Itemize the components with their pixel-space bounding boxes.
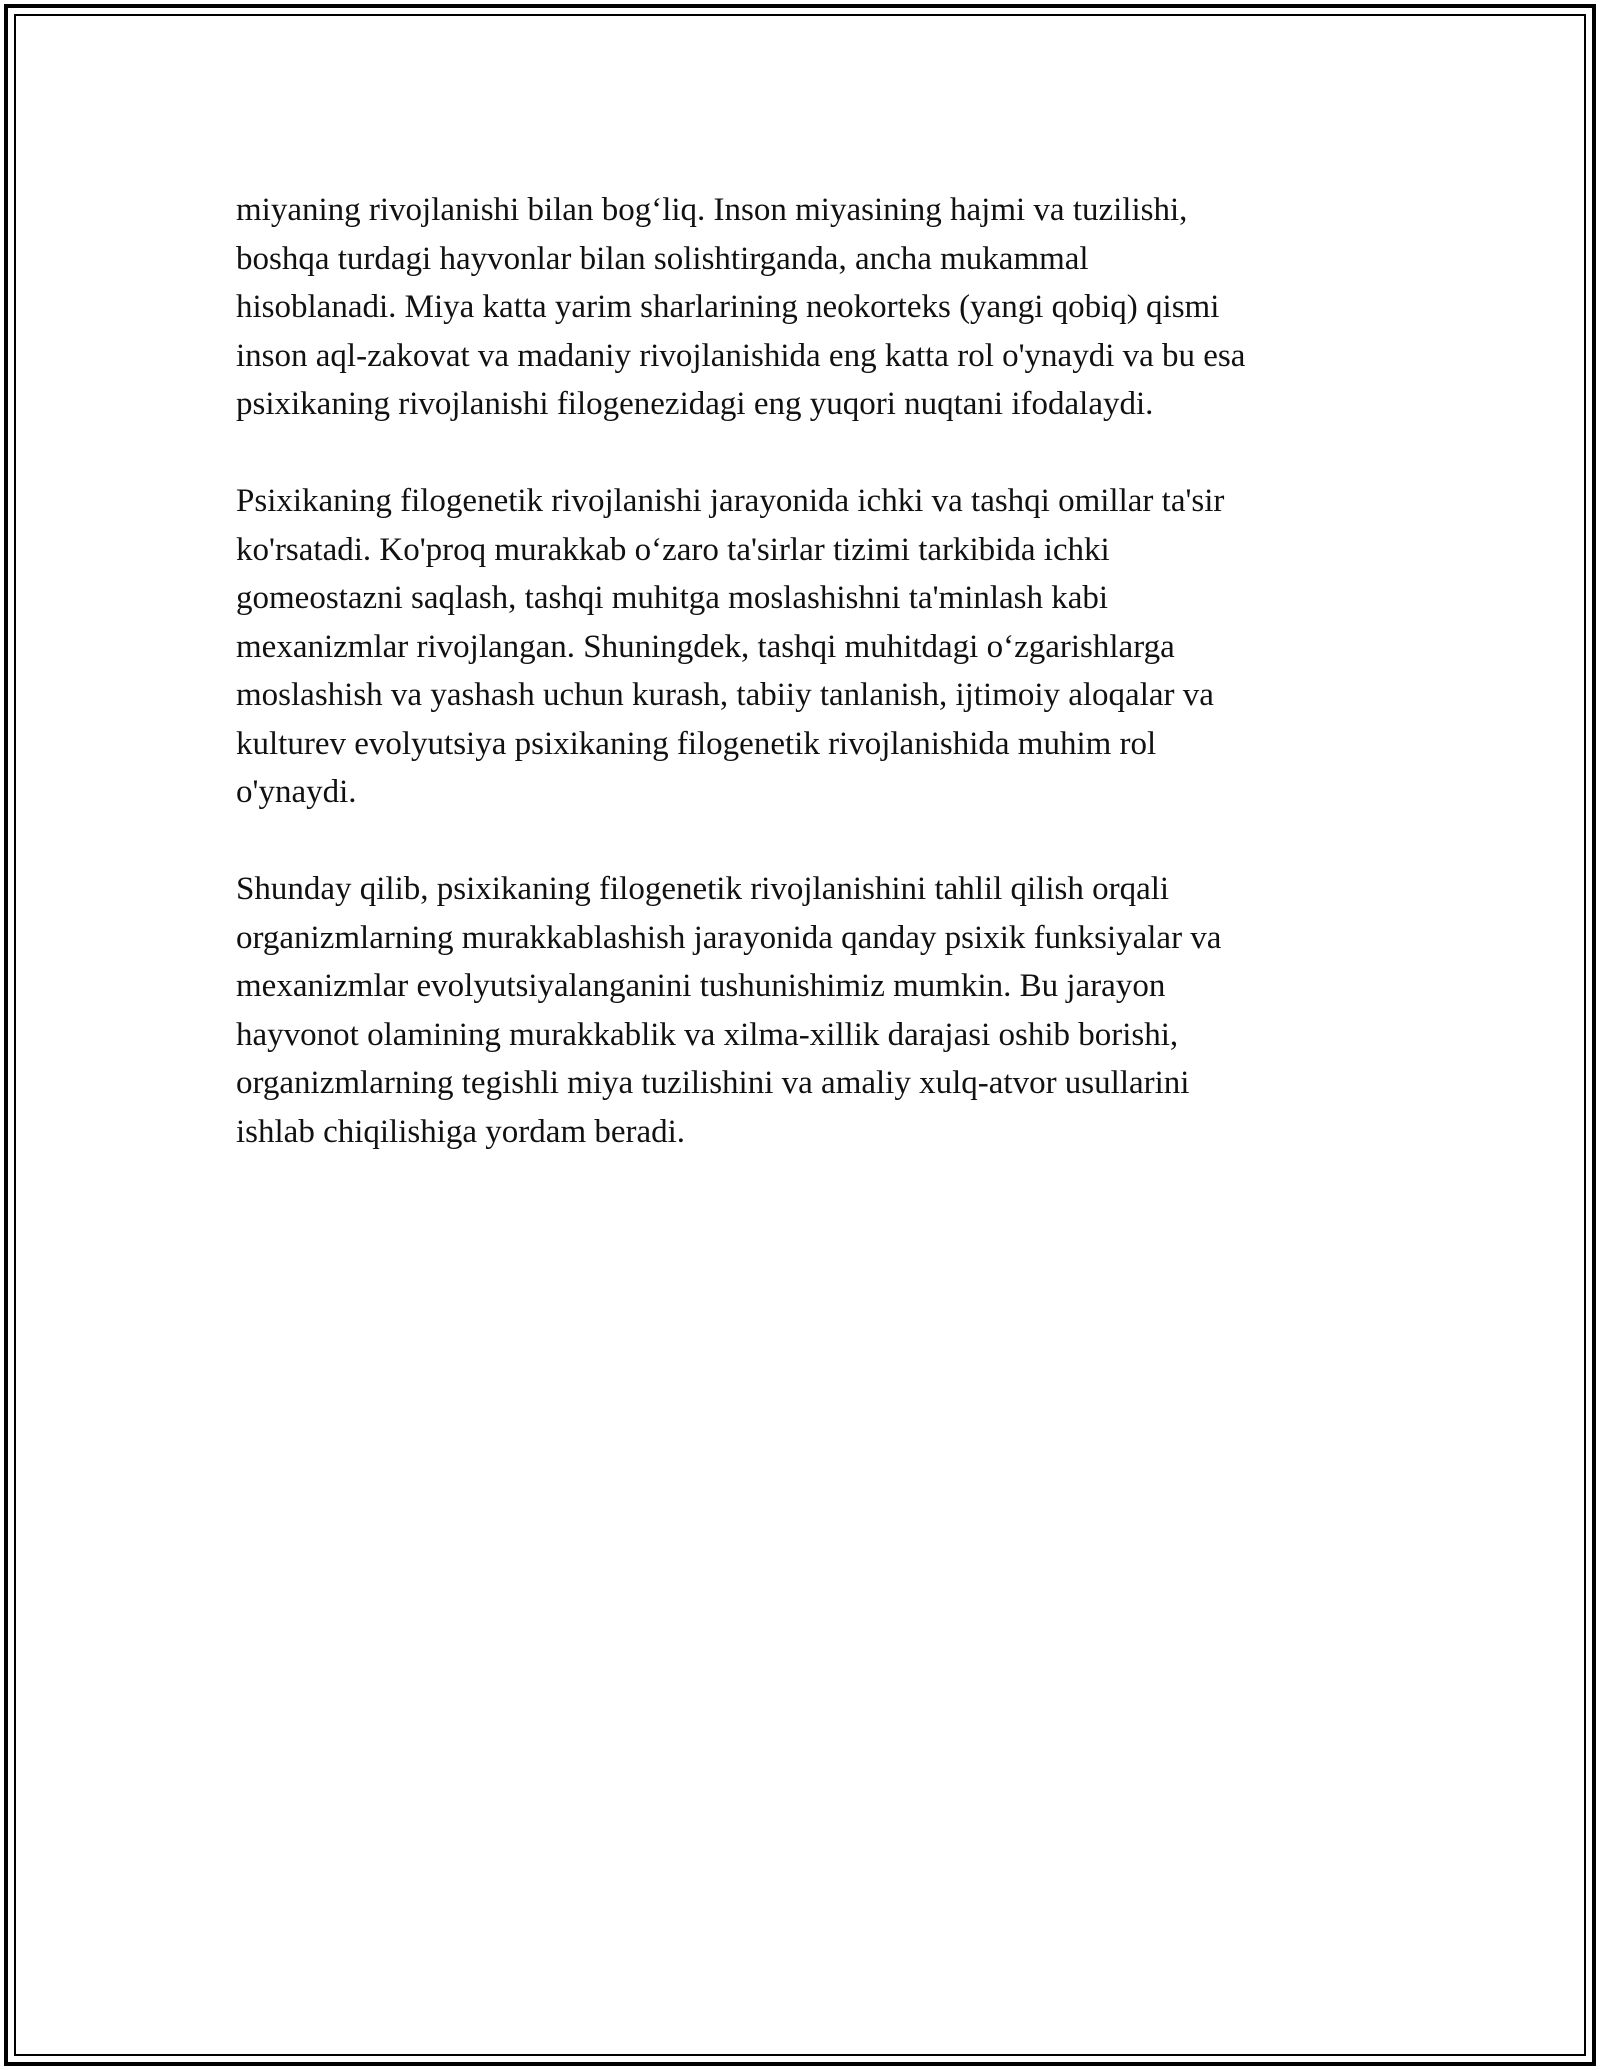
text-line: ko'rsatadi. Ko'proq murakkab o‘zaro ta'sirlar tizimi tarkibida ichki (236, 531, 1110, 568)
text-line: organizmlarning murakkablashish jarayonida qanday psixik funksiyalar va (236, 919, 1222, 956)
text-line: hisoblanadi. Miya katta yarim sharlarining neokorteks (yangi qobiq) qismi (236, 289, 1220, 325)
text-line: o'ynaydi. (236, 774, 357, 810)
text-line: gomeostazni saqlash, tashqi muhitga moslashishni ta'minlash kabi (236, 580, 1109, 616)
text-line: moslashish va yashash uchun kurash, tabiiy tanlanish, ijtimoiy aloqalar va (236, 677, 1214, 713)
text-line: boshqa turdagi hayvonlar bilan solishtirganda, ancha mukammal (236, 240, 1089, 277)
text-line: miyaning rivojlanishi bilan bog‘liq. Inson miyasining hajmi va tuzilishi, (236, 192, 1188, 228)
text-line: ishlab chiqilishiga yordam beradi. (236, 1113, 686, 1150)
text-line: psixikaning rivojlanishi filogenezidagi eng yuqori nuqtani ifodalaydi. (236, 386, 1154, 422)
paragraph-1 (236, 186, 1396, 429)
text-line: kulturev evolyutsiya psixikaning filogenetik rivojlanishida muhim rol (236, 725, 1157, 762)
text-line: hayvonot olamining murakkablik va xilma-xillik darajasi oshib borishi, (236, 1016, 1179, 1053)
text-line: mexanizmlar evolyutsiyalanganini tushunishimiz mumkin. Bu jarayon (236, 968, 1166, 1004)
text-line: Psixikaning filogenetik rivojlanishi jarayonida ichki va tashqi omillar ta'sir (236, 483, 1225, 519)
document-body (236, 186, 1396, 1205)
paragraph-2 (236, 477, 1396, 817)
paragraph-3 (236, 865, 1396, 1156)
text-line: mexanizmlar rivojlangan. Shuningdek, tashqi muhitdagi o‘zgarishlarga (236, 628, 1175, 665)
text-line: inson aql-zakovat va madaniy rivojlanishida eng katta rol o'ynaydi va bu esa (236, 337, 1246, 374)
text-line: Shunday qilib, psixikaning filogenetik rivojlanishini tahlil qilish orqali (236, 871, 1170, 907)
text-line: organizmlarning tegishli miya tuzilishini va amaliy xulq-atvor usullarini (236, 1065, 1190, 1101)
